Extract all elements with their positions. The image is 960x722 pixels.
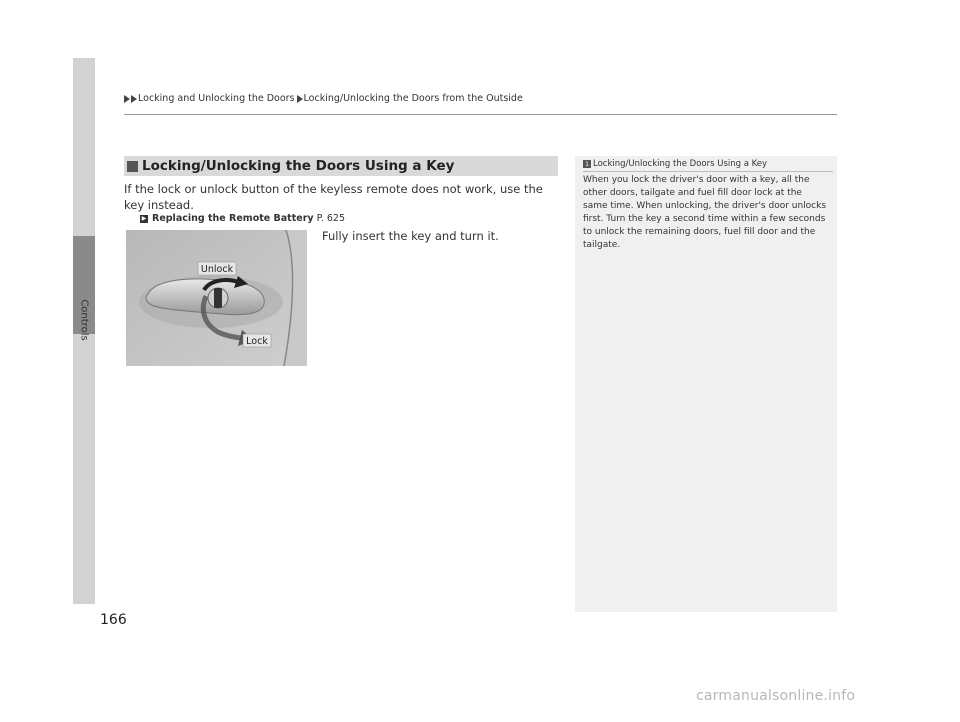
lock-label: Lock (246, 336, 268, 347)
side-tab-label: Controls (78, 299, 90, 341)
breadcrumb-arrow-icon (131, 95, 137, 103)
breadcrumb-item-1[interactable]: Locking and Unlocking the Doors (138, 93, 295, 104)
note-marker-icon: 1 (583, 160, 591, 168)
note-panel (575, 156, 837, 612)
section-header (124, 156, 558, 176)
xref-label: Replacing the Remote Battery (152, 213, 314, 224)
xref-page: P. 625 (316, 213, 345, 224)
watermark: carmanualsonline.info (696, 688, 856, 704)
note-title (583, 159, 767, 169)
breadcrumb-item-2[interactable]: Locking/Unlocking the Doors from the Outside (303, 93, 523, 104)
door-handle-image (126, 230, 307, 366)
section-square-icon (127, 161, 138, 172)
door-handle-illustration (126, 230, 307, 366)
cross-reference[interactable] (140, 213, 345, 224)
note-title-text: Locking/Unlocking the Doors Using a Key (593, 159, 768, 169)
section-title: Locking/Unlocking the Doors Using a Key (142, 158, 455, 174)
note-rule (583, 171, 833, 172)
header-rule (124, 114, 837, 115)
xref-arrow-icon: ▶ (141, 215, 147, 222)
figure-caption: Fully insert the key and turn it. (322, 229, 499, 243)
page-number: 166 (100, 612, 127, 628)
breadcrumb (124, 93, 523, 104)
breadcrumb-arrow-icon (297, 95, 303, 103)
breadcrumb-arrow-icon (124, 95, 130, 103)
body-paragraph: If the lock or unlock button of the keyless remote does not work, use the key instead. (124, 182, 543, 212)
unlock-label: Unlock (200, 264, 234, 275)
note-body: When you lock the driver's door with a key, all the other doors, tailgate and fuel fill door lock at the same time. When unlocking, the driver's door unlocks first. Turn the key a second time within a few seconds to unlock the remaining doors, fuel fill door and the tailgate. (583, 175, 827, 250)
